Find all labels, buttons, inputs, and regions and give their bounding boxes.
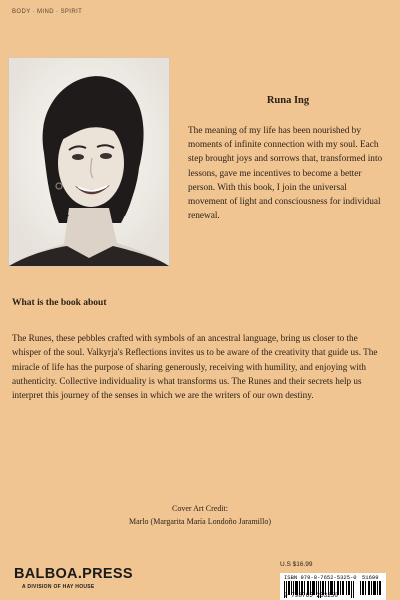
book-description: The Runes, these pebbles crafted with symbols of an ancestral language, bring us closer to the whisper of the soul. Valkyrja's Reflections invites us to be aware of the creativity that guide us. The miracle of life has the purpose of sharing generously, receiving with humility, and enjoying with authenticity. Collective individuality is what transforms us. The Runes and their secrets help us interpret this journey of the senses in which we are the writers of our own destiny. <box>12 333 378 401</box>
author-bio: The meaning of my life has been nourished by moments of infinite connection with my soul. Each step brought joys and sorrows that, transformed into lessons, gave me incentives to become a better person. With this book, I join the universal movement of light and consciousness for individual renewal. <box>188 126 383 222</box>
barcode-addon-bars <box>360 581 382 595</box>
publisher-tagline: A DIVISION OF HAY HOUSE <box>22 584 95 590</box>
barcode-addon-number: 51699 <box>362 574 379 581</box>
author-name: Runa Ing <box>266 95 310 106</box>
section-heading: What is the book about <box>12 298 107 308</box>
price-label: U.S $16.99 <box>280 561 313 568</box>
publisher-logo: BALBOA.PRESS <box>14 566 133 582</box>
credit-name: Marlo (Margarita María Londoño Jaramillo) <box>128 516 272 526</box>
credit-label: Cover Art Credit: <box>172 504 228 513</box>
category-label: BODY · MIND · SPIRIT <box>12 9 83 15</box>
author-photo <box>8 57 170 267</box>
barcode-number: 9 798765 253250 <box>284 592 339 599</box>
cover-art-credit <box>0 503 400 528</box>
isbn-label: ISBN 979-8-7652-5325-0 <box>284 574 357 581</box>
